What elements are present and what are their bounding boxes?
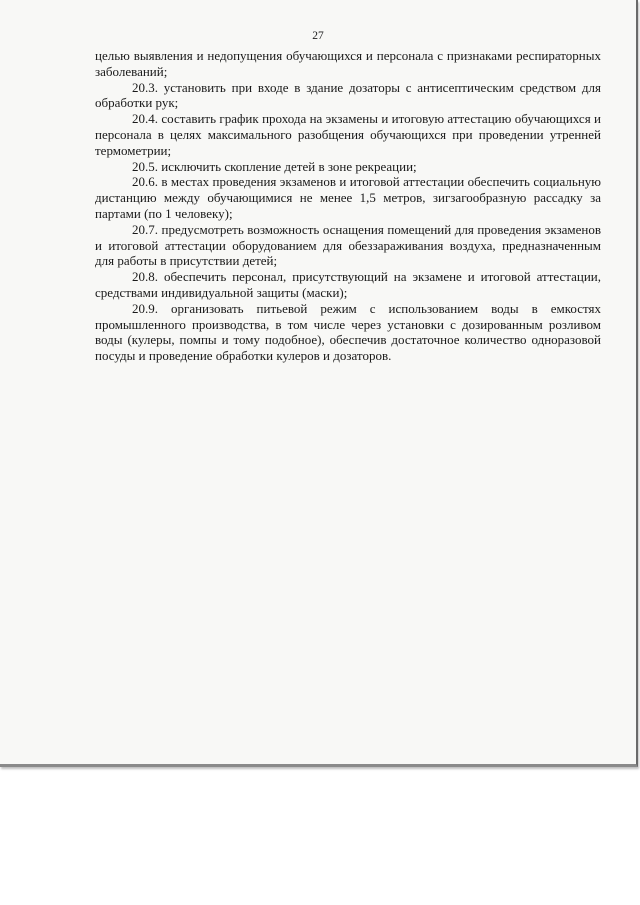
page-number: 27 <box>312 30 324 42</box>
paragraph-20-8: 20.8. обеспечить персонал, присутствующий на экзамене и итоговой аттестации, средствами индивидуальной защиты (маски); <box>95 269 601 300</box>
paragraph-20-5: 20.5. исключить скопление детей в зоне рекреации; <box>132 158 417 174</box>
paragraph-20-9: 20.9. организовать питьевой режим с использованием воды в емкостях промышленного производства, в том числе через установки с дозированным розливом воды (кулеры, помпы и тому подобное), обеспечив достаточное количество одноразовой посуды и проведение обработки кулеров и дозаторов. <box>95 300 601 364</box>
paragraph-continuation: целью выявления и недопущения обучающихся и персонала с признаками респираторных заболеваний; <box>95 48 601 79</box>
paragraph-20-7: 20.7. предусмотреть возможность оснащения помещений для проведения экзаменов и итоговой аттестации оборудованием для обеззараживания воздуха, предназначенным для работы в присутствии детей; <box>95 221 601 269</box>
paragraph-20-6: 20.6. в местах проведения экзаменов и итоговой аттестации обеспечить социальную дистанцию между обучающимися не менее 1,5 метров, зигзагообразную рассадку за партами (по 1 человеку); <box>95 174 601 221</box>
paragraph-20-4: 20.4. составить график прохода на экзамены и итоговую аттестацию обучающихся и персонала в целях максимального разобщения обучающихся при проведении утренней термометрии; <box>95 111 601 158</box>
paragraph-20-3: 20.3. установить при входе в здание дозаторы с антисептическим средством для обработки рук; <box>95 79 601 111</box>
document-body <box>95 48 601 364</box>
